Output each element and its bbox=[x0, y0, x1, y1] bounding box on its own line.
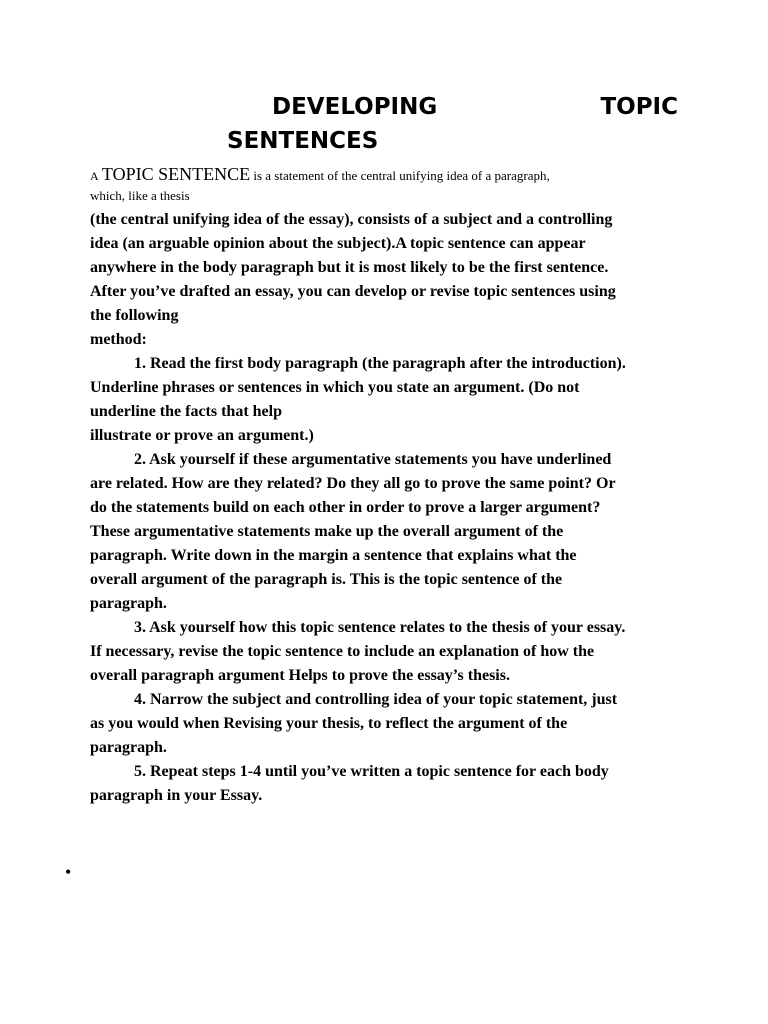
page-title-line-1 bbox=[272, 92, 678, 122]
intro-paragraph bbox=[90, 208, 682, 352]
step-line: overall argument of the paragraph is. This is the topic sentence of the bbox=[90, 571, 563, 588]
topic-sentence-term: TOPIC SENTENCE bbox=[101, 164, 251, 184]
body-line: anywhere in the body paragraph but it is most likely to be the first sentence. bbox=[90, 259, 609, 276]
intro-prefix: A bbox=[90, 169, 99, 183]
step-2-paragraph bbox=[90, 448, 682, 616]
intro-definition bbox=[90, 162, 680, 204]
body-line: After you’ve drafted an essay, you can develop or revise topic sentences using bbox=[90, 283, 616, 300]
step-1-paragraph bbox=[90, 352, 682, 448]
step-line: are related. How are they related? Do they all go to prove the same point? Or bbox=[90, 475, 616, 492]
step-line: paragraph. bbox=[90, 739, 167, 756]
step-line: 5. Repeat steps 1-4 until you’ve written a topic sentence for each body bbox=[134, 763, 609, 780]
step-line: underline the facts that help bbox=[90, 403, 282, 420]
step-line: 2. Ask yourself if these argumentative statements you have underlined bbox=[134, 451, 612, 468]
step-line: If necessary, revise the topic sentence to include an explanation of how the bbox=[90, 643, 595, 660]
intro-line-1-text: is a statement of the central unifying idea of a paragraph, bbox=[253, 168, 550, 183]
body-text bbox=[90, 208, 682, 808]
step-line: Underline phrases or sentences in which you state an argument. (Do not bbox=[90, 379, 580, 396]
bullet-point: • bbox=[65, 862, 72, 882]
body-line: the following bbox=[90, 307, 179, 324]
body-line: idea (an arguable opinion about the subject).A topic sentence can appear bbox=[90, 235, 586, 252]
body-line: method: bbox=[90, 331, 147, 348]
step-line: 3. Ask yourself how this topic sentence relates to the thesis of your essay. bbox=[134, 619, 626, 636]
step-line: overall paragraph argument Helps to prove the essay’s thesis. bbox=[90, 667, 510, 684]
intro-line-2: which, like a thesis bbox=[90, 188, 190, 203]
step-line: illustrate or prove an argument.) bbox=[90, 427, 314, 444]
step-4-paragraph bbox=[90, 688, 682, 760]
step-line: 4. Narrow the subject and controlling idea of your topic statement, just bbox=[134, 691, 618, 708]
step-line: These argumentative statements make up the overall argument of the bbox=[90, 523, 564, 540]
step-5-paragraph bbox=[90, 760, 682, 808]
body-line: (the central unifying idea of the essay), consists of a subject and a controlling bbox=[90, 211, 613, 228]
title-word-developing: DEVELOPING bbox=[272, 94, 438, 120]
title-word-topic: TOPIC bbox=[600, 94, 678, 120]
step-line: do the statements build on each other in order to prove a larger argument? bbox=[90, 499, 601, 516]
step-3-paragraph bbox=[90, 616, 682, 688]
page-title-line-2: SENTENCES bbox=[227, 128, 379, 154]
step-line: as you would when Revising your thesis, to reflect the argument of the bbox=[90, 715, 568, 732]
step-line: paragraph. Write down in the margin a sentence that explains what the bbox=[90, 547, 577, 564]
intro-line-1 bbox=[90, 162, 680, 188]
step-line: 1. Read the first body paragraph (the paragraph after the introduction). bbox=[134, 355, 626, 372]
step-line: paragraph in your Essay. bbox=[90, 787, 263, 804]
step-line: paragraph. bbox=[90, 595, 167, 612]
